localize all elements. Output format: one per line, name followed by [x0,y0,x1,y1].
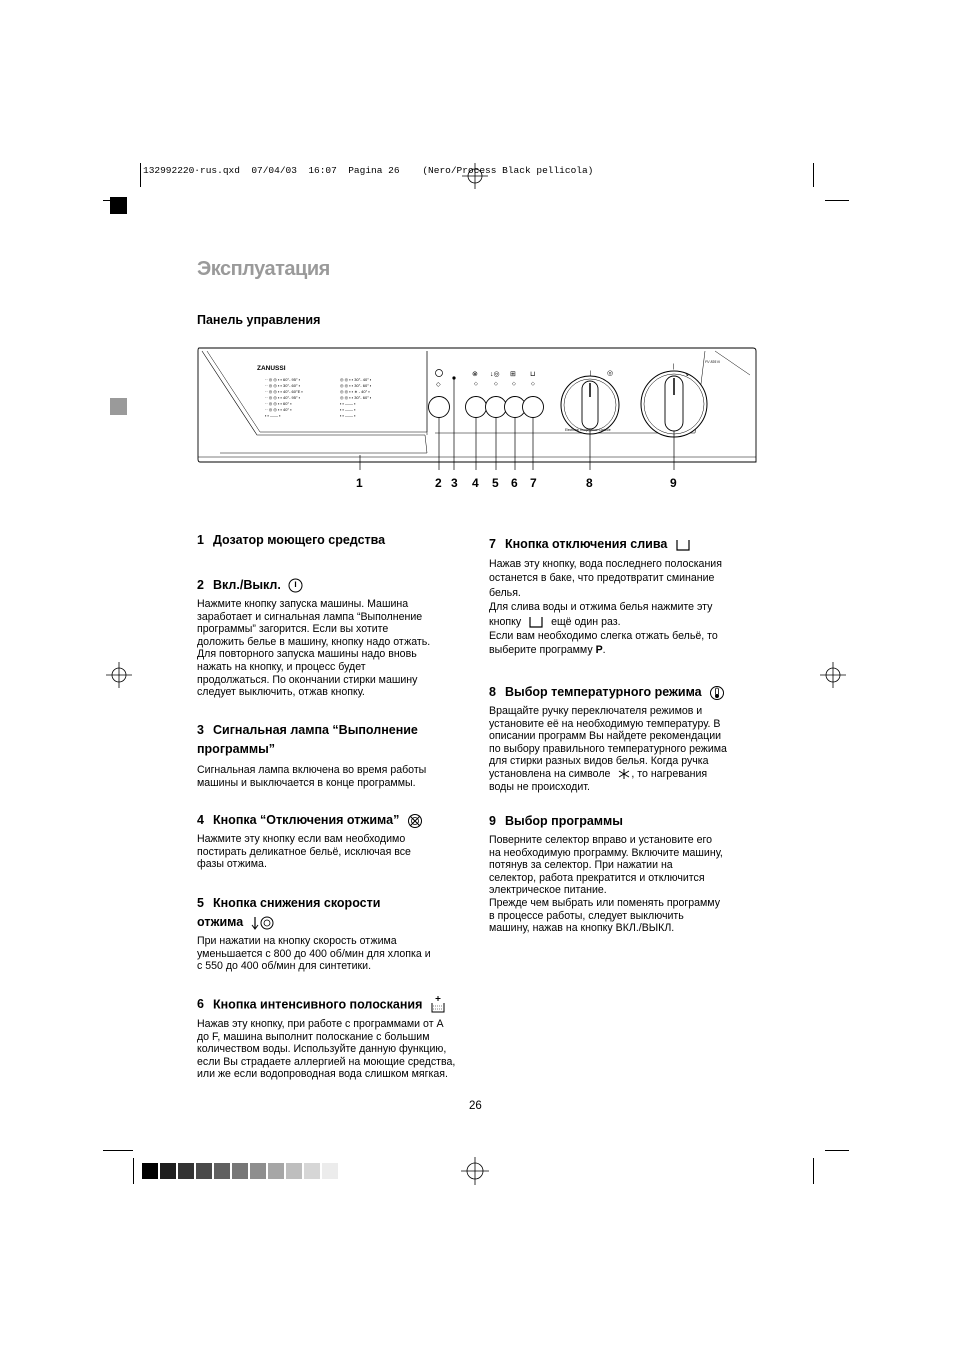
color-swatch [142,1163,158,1179]
svg-text:·· ◎ ◎ ▪ ▪ 60° ▪: ·· ◎ ◎ ▪ ▪ 60° ▪ [265,401,292,406]
color-swatch [214,1163,230,1179]
svg-text:▪ ▪ —— ▪: ▪ ▪ —— ▪ [340,401,356,406]
callout-2: 2 [435,476,442,490]
svg-text:↘: ↘ [684,372,690,378]
callout-5: 5 [492,476,499,490]
page-number: 26 [469,1100,482,1112]
registration-mark [106,662,132,688]
callout-4: 4 [472,476,479,490]
page-title: Эксплуатация [197,258,330,280]
svg-text:◎: ◎ [607,370,614,377]
svg-text:FV 835 N: FV 835 N [705,360,720,364]
svg-text:◇: ◇ [436,382,441,388]
svg-text:❘: ❘ [588,371,594,377]
svg-text:❘: ❘ [671,364,677,370]
control-panel-illustration [195,345,760,470]
color-swatch [250,1163,266,1179]
callout-7: 7 [530,476,537,490]
callout-8: 8 [586,476,593,490]
svg-text:↓◎: ↓◎ [490,371,500,378]
section-8: 8 Выбор температурного режима Вращайте ручку переключателя режимов и установите её на необходимую температуру. В описании программ Вы найдете рекомендации по выбору правильного температурного режима для стирки разных видов белья. Когда ручка установлена на символе , то нагревания воды не происходит. [489,683,757,793]
svg-text:Electronic Temperature Control: Electronic Temperature Controle [565,428,611,432]
black-marker [110,197,127,214]
svg-text:◎ ◎ ▪ ▪ 30°- 40° ▪: ◎ ◎ ▪ ▪ 30°- 40° ▪ [340,377,372,382]
print-header: 132992220·rus.qxd 07/04/03 16:07 Pagina 26 (Nero/Process Black pellicola) [143,165,594,176]
registration-mark [820,662,846,688]
color-swatch [304,1163,320,1179]
svg-text:◇: ◇ [531,381,535,387]
crop-mark [825,1150,849,1151]
section-8-body: Вращайте ручку переключателя режимов и установите её на необходимую температуру. В описании программ Вы найдете рекомендации по выбору правильного температурного режима для стирки разных видов белья. Когда ручка установлена на символе , то нагревания воды не происходит. [489,705,727,793]
section-7: 7 Кнопка отключения слива Нажав эту кнопку, вода последнего полоскания останется в баке, что предотвратит сминание белья. Для слива воды и отжима белья нажмите эту кнопку ещё один раз. Если вам необходимо слегка отжать бельё, то выберите программу P. [489,535,757,658]
rinse-hold-icon [528,616,544,628]
color-swatch [178,1163,194,1179]
svg-text:▪ ▪ —— ▪: ▪ ▪ —— ▪ [265,413,281,418]
section-3-body: Сигнальная лампа включена во время работы машины и выключается в конце программы. [197,764,427,789]
svg-text:◎ ◎ ▪ ▪ 30°- 60° ▪: ◎ ◎ ▪ ▪ 30°- 60° ▪ [340,395,372,400]
svg-text:◇: ◇ [512,381,516,387]
no-spin-icon [407,813,423,829]
power-icon [288,578,303,593]
section-6: 6 Кнопка интенсивного полоскания Нажав эту кнопку, при работе с программами от A до F, машина выполнит полоскание с большим количеством воды. Используйте данную функцию, если Вы страдаете аллергией на моющие средства, или же если водопроводная вода слишком мягкая. [197,995,465,1081]
svg-text:⊞: ⊞ [510,371,516,378]
svg-text:·· ◎ ◎ ▪ ▪ 40° ▪: ·· ◎ ◎ ▪ ▪ 40° ▪ [265,407,292,412]
section-9-body: Поверните селектор вправо и установите его на необходимую программу. Включите машину, потянув за селектор. При нажатии на селектор, работа прекратится и отключится электрическое питание. Прежде чем выбрать или поменять программу в процессе работы, следует выключить машину, нажав на кнопку ВКЛ./ВЫКЛ. [489,834,723,935]
section-5-body: При нажатии на кнопку скорость отжима уменьшается с 800 до 400 об/мин для хлопка и с 550 до 400 об/мин для синтетики. [197,935,431,973]
intensive-rinse-icon [430,995,446,1015]
svg-text:◇: ◇ [474,381,478,387]
section-2-body: Нажмите кнопку запуска машины. Машина заработает и сигнальная лампа “Выполнение программы” загорится. Если вы хотите доложить белье в машину, кнопку надо отжать. Для повторного запуска машины надо вновь нажать на кнопку, и процесс будет продолжаться. По окончании стирки машину следует выключить, отжав кнопку. [197,598,431,699]
svg-text:◇: ◇ [494,381,498,387]
brand-logo: ZANUSSI [257,365,286,372]
section-4-body: Нажмите эту кнопку если вам необходимо постирать деликатное бельё, исключая все фазы отжима. [197,833,411,871]
svg-text:▪ ▪ —— ▪: ▪ ▪ —— ▪ [340,407,356,412]
color-swatch [286,1163,302,1179]
crop-mark [813,1158,814,1184]
crop-mark [140,163,141,187]
svg-text:⊗: ⊗ [472,371,478,378]
rinse-hold-icon [675,538,691,552]
crop-mark [825,200,849,201]
svg-text:▪ ▪ —— ▪: ▪ ▪ —— ▪ [340,413,356,418]
registration-mark [461,1157,489,1185]
crop-mark [133,1158,134,1184]
svg-text:·· ◎ ◎ ▪ ▪ 40°- 60°E ▪: ·· ◎ ◎ ▪ ▪ 40°- 60°E ▪ [265,389,303,394]
callout-6: 6 [511,476,518,490]
crop-mark [813,163,814,187]
svg-text:◎ ◎ ▪ ▪ ∗ - 40° ▪: ◎ ◎ ▪ ▪ ∗ - 40° ▪ [340,389,370,394]
section-9: 9 Выбор программы Поверните селектор вправо и установите его на необходимую программу. Включите машину, потянув за селектор. При нажатии на селектор, работа прекратится и отключится электрическое питание. Прежде чем выбрать или поменять программу в процессе работы, следует выключить машину, нажав на кнопку ВКЛ./ВЫКЛ. [489,812,757,935]
color-swatch [268,1163,284,1179]
color-swatch [196,1163,212,1179]
section-7-body: Нажав эту кнопку, вода последнего полоскания останется в баке, что предотвратит сминание белья. Для слива воды и отжима белья нажмите эту кнопку ещё один раз. Если вам необходимо слегка отжать бельё, то выберите программу P. [489,558,722,657]
svg-text:⊔: ⊔ [530,371,536,378]
callout-3: 3 [451,476,458,490]
registration-mark [462,163,488,189]
section-3: 3 Сигнальная лампа “Выполнение программы” Сигнальная лампа включена во время работы машины и выключается в конце программы. [197,721,465,789]
crop-mark [103,1150,133,1151]
section-subtitle: Панель управления [197,313,321,327]
temperature-icon [709,685,725,701]
svg-text:·· ◎ ◎ ▪ ▪ 40°- 95° ▪: ·· ◎ ◎ ▪ ▪ 40°- 95° ▪ [265,395,301,400]
svg-text:·· ◎ ◎ ▪ ▪ 60°- 95° ▪: ·· ◎ ◎ ▪ ▪ 60°- 95° ▪ [265,377,301,382]
section-1-title: 1 Дозатор моющего средства [197,533,386,547]
cold-wash-icon [617,768,631,780]
callout-1: 1 [356,476,363,490]
reduced-spin-icon [251,915,275,931]
callout-9: 9 [670,476,677,490]
gray-marker [110,398,127,415]
color-swatch [160,1163,176,1179]
section-4: 4 Кнопка “Отключения отжима” Нажмите эту кнопку если вам необходимо постирать деликатное бельё, исключая все фазы отжима. [197,811,465,871]
section-5: 5 Кнопка снижения скорости отжима При нажатии на кнопку скорость отжима уменьшается с 800 до 400 об/мин для хлопка и с 550 до 400 об/мин для синтетики. [197,894,465,973]
color-swatch [322,1163,338,1179]
section-6-body: Нажав эту кнопку, при работе с программами от A до F, машина выполнит полоскание с большим количеством воды. Используйте данную функцию, если Вы страдаете аллергией на моющие средства, или же если водопроводная вода слишком мягкая. [197,1018,456,1081]
section-2: 2 Вкл./Выкл. Нажмите кнопку запуска машины. Машина заработает и сигнальная лампа “Выполнение программы” загорится. Если вы хотите доложить белье в машину, кнопку надо отжать. Для повторного запуска машины надо вновь нажать на кнопку, и процесс будет продолжаться. По окончании стирки машину следует выключить, отжав кнопку. [197,576,465,699]
color-swatch [232,1163,248,1179]
svg-text:◎ ◎ ▪ ▪ 30°- 60° ▪: ◎ ◎ ▪ ▪ 30°- 60° ▪ [340,383,372,388]
svg-text:·· ◎ ◎ ▪ ▪ 30°- 60° ▪: ·· ◎ ◎ ▪ ▪ 30°- 60° ▪ [265,383,301,388]
